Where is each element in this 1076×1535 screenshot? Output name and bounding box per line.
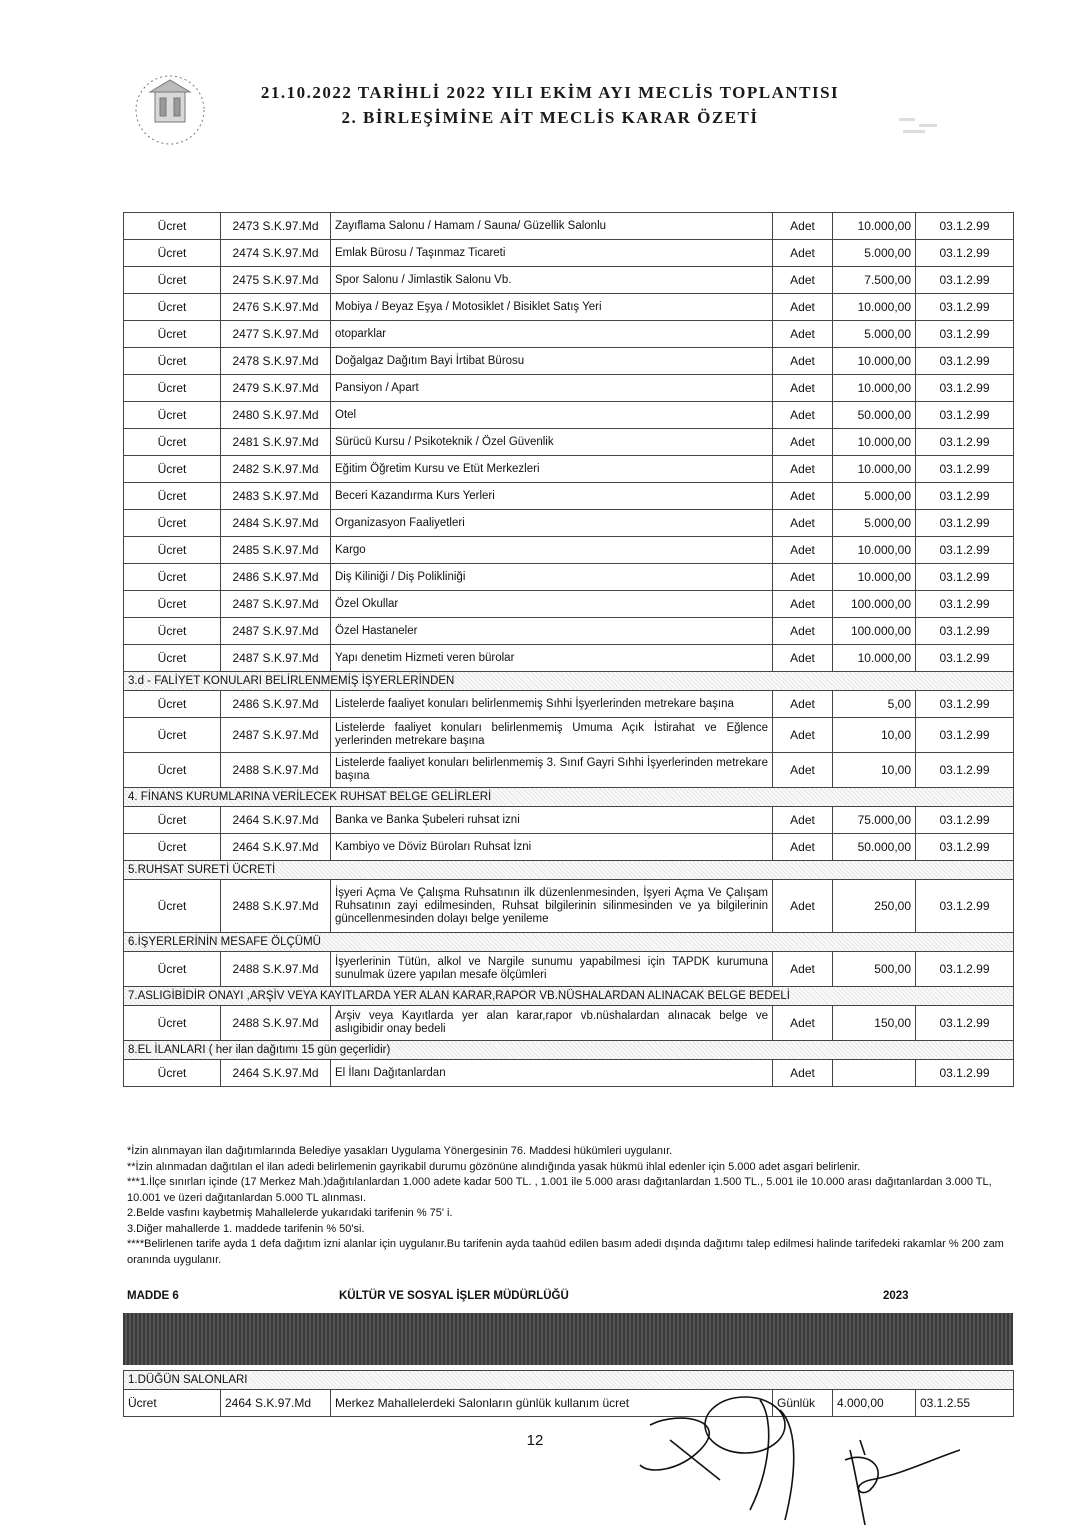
table-row	[124, 402, 1014, 429]
cell-code: 03.1.2.99	[916, 718, 1014, 753]
cell-amount: 50.000,00	[833, 402, 916, 429]
cell-type: Ücret	[124, 591, 221, 618]
section-title: 3.d - FALİYET KONULARI BELİRLENMEMİŞ İŞYERLERİNDEN	[124, 672, 1014, 691]
cell-description: otoparklar	[331, 321, 773, 348]
cell-law: 2488 S.K.97.Md	[221, 952, 331, 987]
table-row	[124, 348, 1014, 375]
table-row	[124, 952, 1014, 987]
dark-header-bar	[123, 1313, 1013, 1365]
cell-unit: Adet	[773, 1060, 833, 1087]
cell-amount: 10.000,00	[833, 213, 916, 240]
cell-code: 03.1.2.99	[916, 267, 1014, 294]
cell-unit: Adet	[773, 510, 833, 537]
section-row	[124, 788, 1014, 807]
cell-description: İşyeri Açma Ve Çalışma Ruhsatının ilk düzenlenmesinden, İşyeri Açma Ve Çalışam Ruhsatının zayi edilmesinden, Ruhsat bilgilerinin silinmesinden ve ya bilgilerinin güncellenmesinden dolayı belge yenileme	[331, 880, 773, 933]
cell-description: Organizasyon Faaliyetleri	[331, 510, 773, 537]
cell-code: 03.1.2.99	[916, 483, 1014, 510]
cell-unit: Adet	[773, 807, 833, 834]
cell-amount: 100.000,00	[833, 618, 916, 645]
cell-code: 03.1.2.99	[916, 952, 1014, 987]
cell-unit: Adet	[773, 691, 833, 718]
cell-unit: Adet	[773, 1006, 833, 1041]
cell-type: Ücret	[124, 348, 221, 375]
cell-code: 03.1.2.99	[916, 880, 1014, 933]
cell-amount: 4.000,00	[833, 1390, 916, 1417]
madde-year: 2023	[883, 1290, 909, 1302]
cell-amount: 10.000,00	[833, 375, 916, 402]
cell-amount: 5.000,00	[833, 321, 916, 348]
title-line-2: 2. BİRLEŞİMİNE AİT MECLİS KARAR ÖZETİ	[341, 108, 759, 127]
cell-description: Kambiyo ve Döviz Büroları Ruhsat İzni	[331, 834, 773, 861]
table-row	[124, 213, 1014, 240]
cell-type: Ücret	[124, 456, 221, 483]
cell-type: Ücret	[124, 1060, 221, 1087]
cell-law: 2485 S.K.97.Md	[221, 537, 331, 564]
cell-unit: Günlük	[773, 1390, 833, 1417]
cell-description: Yapı denetim Hizmeti veren bürolar	[331, 645, 773, 672]
cell-law: 2464 S.K.97.Md	[221, 807, 331, 834]
cell-code: 03.1.2.99	[916, 537, 1014, 564]
table-row	[124, 537, 1014, 564]
cell-code: 03.1.2.99	[916, 691, 1014, 718]
table-row	[124, 564, 1014, 591]
cell-law: 2480 S.K.97.Md	[221, 402, 331, 429]
cell-description: Beceri Kazandırma Kurs Yerleri	[331, 483, 773, 510]
cell-type: Ücret	[124, 483, 221, 510]
cell-law: 2478 S.K.97.Md	[221, 348, 331, 375]
section-row	[124, 672, 1014, 691]
mudurluk-name: KÜLTÜR VE SOSYAL İŞLER MÜDÜRLÜĞÜ	[339, 1290, 569, 1302]
cell-code: 03.1.2.99	[916, 429, 1014, 456]
cell-law: 2484 S.K.97.Md	[221, 510, 331, 537]
cell-type: Ücret	[124, 564, 221, 591]
note: *İzin alınmayan ilan dağıtımlarında Belediye yasakları Uygulama Yönergesinin 76. Maddesi hükümleri uygulanır.	[127, 1145, 673, 1157]
cell-unit: Adet	[773, 718, 833, 753]
cell-law: 2483 S.K.97.Md	[221, 483, 331, 510]
cell-unit: Adet	[773, 834, 833, 861]
cell-amount: 10.000,00	[833, 429, 916, 456]
cell-law: 2464 S.K.97.Md	[221, 834, 331, 861]
cell-code: 03.1.2.55	[916, 1390, 1014, 1417]
cell-unit: Adet	[773, 483, 833, 510]
cell-law: 2488 S.K.97.Md	[221, 1006, 331, 1041]
cell-code: 03.1.2.99	[916, 375, 1014, 402]
cell-type: Ücret	[124, 880, 221, 933]
cell-amount: 10,00	[833, 753, 916, 788]
cell-description: Zayıflama Salonu / Hamam / Sauna/ Güzellik Salonlu	[331, 213, 773, 240]
cell-unit: Adet	[773, 402, 833, 429]
cell-law: 2487 S.K.97.Md	[221, 591, 331, 618]
madde-header	[123, 1286, 1013, 1308]
cell-amount: 5,00	[833, 691, 916, 718]
cell-description: Özel Hastaneler	[331, 618, 773, 645]
cell-amount: 10.000,00	[833, 645, 916, 672]
cell-description: Doğalgaz Dağıtım Bayi İrtibat Bürosu	[331, 348, 773, 375]
cell-type: Ücret	[124, 691, 221, 718]
municipality-logo	[120, 70, 220, 150]
section-title: 8.EL İLANLARI ( her ilan dağıtımı 15 gün geçerlidir)	[124, 1041, 1014, 1060]
cell-unit: Adet	[773, 321, 833, 348]
table-row	[124, 483, 1014, 510]
cell-unit: Adet	[773, 537, 833, 564]
cell-law: 2487 S.K.97.Md	[221, 718, 331, 753]
cell-amount: 10.000,00	[833, 537, 916, 564]
cell-law: 2464 S.K.97.Md	[221, 1390, 331, 1417]
faded-stamp	[895, 112, 945, 140]
table-row	[124, 1006, 1014, 1041]
cell-type: Ücret	[124, 718, 221, 753]
cell-unit: Adet	[773, 880, 833, 933]
document-title	[240, 80, 860, 130]
section-row	[124, 933, 1014, 952]
cell-law: 2487 S.K.97.Md	[221, 645, 331, 672]
cell-law: 2487 S.K.97.Md	[221, 618, 331, 645]
cell-type: Ücret	[124, 1006, 221, 1041]
cell-code: 03.1.2.99	[916, 645, 1014, 672]
section-title: 5.RUHSAT SURETİ ÜCRETİ	[124, 861, 1014, 880]
cell-amount: 50.000,00	[833, 834, 916, 861]
cell-amount	[833, 1060, 916, 1087]
table-row	[124, 456, 1014, 483]
cell-unit: Adet	[773, 456, 833, 483]
fee-table	[123, 212, 1014, 1087]
cell-type: Ücret	[124, 952, 221, 987]
note: 3.Diğer mahallerde 1. maddede tarifenin % 50'si.	[127, 1222, 365, 1235]
cell-description: Mobiya / Beyaz Eşya / Motosiklet / Bisiklet Satış Yeri	[331, 294, 773, 321]
cell-unit: Adet	[773, 429, 833, 456]
cell-law: 2476 S.K.97.Md	[221, 294, 331, 321]
cell-type: Ücret	[124, 753, 221, 788]
table-row	[124, 294, 1014, 321]
cell-description: El İlanı Dağıtanlardan	[331, 1060, 773, 1087]
madde-label: MADDE 6	[127, 1290, 179, 1302]
cell-law: 2481 S.K.97.Md	[221, 429, 331, 456]
cell-type: Ücret	[124, 537, 221, 564]
cell-description: Listelerde faaliyet konuları belirlenmemiş 3. Sınıf Gayri Sıhhi İşyerlerinden metrekare başına	[331, 753, 773, 788]
cell-type: Ücret	[124, 618, 221, 645]
table-row	[124, 240, 1014, 267]
section-row	[124, 861, 1014, 880]
cell-unit: Adet	[773, 267, 833, 294]
cell-code: 03.1.2.99	[916, 321, 1014, 348]
cell-description: Listelerde faaliyet konuları belirlenmemiş Sıhhi İşyerlerinden metrekare başına	[331, 691, 773, 718]
table-row	[124, 591, 1014, 618]
cell-amount: 75.000,00	[833, 807, 916, 834]
cell-code: 03.1.2.99	[916, 1060, 1014, 1087]
cell-description: Sürücü Kursu / Psikoteknik / Özel Güvenlik	[331, 429, 773, 456]
table-row	[124, 429, 1014, 456]
table-row	[124, 880, 1014, 933]
cell-code: 03.1.2.99	[916, 456, 1014, 483]
cell-law: 2486 S.K.97.Md	[221, 564, 331, 591]
section-row	[124, 987, 1014, 1006]
cell-law: 2464 S.K.97.Md	[221, 1060, 331, 1087]
note: **İzin alınmadan dağıtılan el ilan adedi belirlemenin gayrikabil durumu gözönüne alındığında yasak hükmü ihlal edenler için 5.000 adet asgari belirlenir.	[127, 1160, 861, 1173]
section-title: 7.ASLIGİBİDİR ONAYI ,ARŞİV VEYA KAYITLARDA YER ALAN KARAR,RAPOR VB.NÜSHALARDAN ALINACAK BELGE BEDELİ	[124, 987, 1014, 1006]
cell-law: 2475 S.K.97.Md	[221, 267, 331, 294]
cell-type: Ücret	[124, 294, 221, 321]
cell-code: 03.1.2.99	[916, 213, 1014, 240]
cell-amount: 100.000,00	[833, 591, 916, 618]
section-title: 6.İŞYERLERİNİN MESAFE ÖLÇÜMÜ	[124, 933, 1014, 952]
cell-type: Ücret	[124, 645, 221, 672]
cell-description: Otel	[331, 402, 773, 429]
note: ****Belirlenen tarife ayda 1 defa dağıtım izni alanlar için uygulanır.Bu tarifenin ayda taahüd edilen basım adedi dışında dağıtımı talep edilmesi halinde tarifedeki rakamlar % 200 zam oranında uygulanır.	[127, 1238, 1004, 1266]
cell-amount: 10.000,00	[833, 564, 916, 591]
cell-unit: Adet	[773, 348, 833, 375]
section-row	[124, 1041, 1014, 1060]
cell-law: 2482 S.K.97.Md	[221, 456, 331, 483]
cell-amount: 10.000,00	[833, 456, 916, 483]
cell-unit: Adet	[773, 213, 833, 240]
cell-type: Ücret	[124, 267, 221, 294]
cell-type: Ücret	[124, 402, 221, 429]
cell-law: 2486 S.K.97.Md	[221, 691, 331, 718]
cell-type: Ücret	[124, 429, 221, 456]
table-row	[124, 718, 1014, 753]
cell-code: 03.1.2.99	[916, 753, 1014, 788]
cell-amount: 5.000,00	[833, 510, 916, 537]
cell-law: 2488 S.K.97.Md	[221, 880, 331, 933]
cell-type: Ücret	[124, 321, 221, 348]
note: 2.Belde vasfını kaybetmiş Mahallelerde yukarıdaki tarifenin % 75' i.	[127, 1207, 453, 1219]
table-row	[124, 1060, 1014, 1087]
cell-description: Banka ve Banka Şubeleri ruhsat izni	[331, 807, 773, 834]
cell-amount: 250,00	[833, 880, 916, 933]
cell-amount: 150,00	[833, 1006, 916, 1041]
cell-code: 03.1.2.99	[916, 807, 1014, 834]
cell-type: Ücret	[124, 510, 221, 537]
cell-unit: Adet	[773, 240, 833, 267]
section-title: 1.DÜĞÜN SALONLARI	[124, 1371, 1014, 1390]
cell-unit: Adet	[773, 294, 833, 321]
cell-code: 03.1.2.99	[916, 618, 1014, 645]
footnotes	[127, 1144, 1007, 1268]
cell-amount: 10.000,00	[833, 294, 916, 321]
cell-unit: Adet	[773, 645, 833, 672]
cell-description: Eğitim Öğretim Kursu ve Etüt Merkezleri	[331, 456, 773, 483]
cell-code: 03.1.2.99	[916, 834, 1014, 861]
signatures	[610, 1380, 970, 1530]
cell-amount: 7.500,00	[833, 267, 916, 294]
cell-code: 03.1.2.99	[916, 1006, 1014, 1041]
cell-law: 2473 S.K.97.Md	[221, 213, 331, 240]
table-row	[124, 834, 1014, 861]
cell-law: 2474 S.K.97.Md	[221, 240, 331, 267]
cell-law: 2479 S.K.97.Md	[221, 375, 331, 402]
table-row	[124, 375, 1014, 402]
cell-type: Ücret	[124, 1390, 221, 1417]
title-line-1: 21.10.2022 TARİHLİ 2022 YILI EKİM AYI MECLİS TOPLANTISI	[260, 83, 840, 102]
cell-code: 03.1.2.99	[916, 240, 1014, 267]
cell-amount: 500,00	[833, 952, 916, 987]
cell-unit: Adet	[773, 564, 833, 591]
cell-type: Ücret	[124, 375, 221, 402]
cell-description: Emlak Bürosu / Taşınmaz Ticareti	[331, 240, 773, 267]
cell-code: 03.1.2.99	[916, 294, 1014, 321]
table-row	[124, 753, 1014, 788]
cell-description: Arşiv veya Kayıtlarda yer alan karar,rapor vb.nüshalardan alınacak belge ve aslıgibidir onay bedeli	[331, 1006, 773, 1041]
table-row	[124, 321, 1014, 348]
section-title: 4. FİNANS KURUMLARINA VERİLECEK RUHSAT BELGE GELİRLERİ	[124, 788, 1014, 807]
cell-code: 03.1.2.99	[916, 510, 1014, 537]
table-row	[124, 645, 1014, 672]
table-row	[124, 510, 1014, 537]
cell-unit: Adet	[773, 753, 833, 788]
cell-amount: 5.000,00	[833, 240, 916, 267]
cell-code: 03.1.2.99	[916, 348, 1014, 375]
cell-description: Diş Kiliniği / Diş Polikliniği	[331, 564, 773, 591]
cell-description: İşyerlerinin Tütün, alkol ve Nargile sunumu yapabilmesi için TAPDK kurumuna sunulmak üzere yapılan mesafe ölçümleri	[331, 952, 773, 987]
cell-law: 2488 S.K.97.Md	[221, 753, 331, 788]
cell-description: Özel Okullar	[331, 591, 773, 618]
cell-amount: 10,00	[833, 718, 916, 753]
cell-unit: Adet	[773, 618, 833, 645]
cell-description: Pansiyon / Apart	[331, 375, 773, 402]
cell-type: Ücret	[124, 834, 221, 861]
page-number: 12	[526, 1432, 544, 1449]
cell-description: Listelerde faaliyet konuları belirlenmemiş Umuma Açık İstirahat ve Eğlence yerlerinden metrekare başına	[331, 718, 773, 753]
cell-unit: Adet	[773, 591, 833, 618]
cell-type: Ücret	[124, 213, 221, 240]
cell-unit: Adet	[773, 375, 833, 402]
cell-description: Kargo	[331, 537, 773, 564]
table-row	[124, 691, 1014, 718]
cell-code: 03.1.2.99	[916, 402, 1014, 429]
cell-unit: Adet	[773, 952, 833, 987]
cell-description: Merkez Mahallelerdeki Salonların günlük kullanım ücret	[331, 1390, 773, 1417]
cell-type: Ücret	[124, 240, 221, 267]
cell-amount: 5.000,00	[833, 483, 916, 510]
cell-description: Spor Salonu / Jimlastik Salonu Vb.	[331, 267, 773, 294]
cell-type: Ücret	[124, 807, 221, 834]
note: ***1.İlçe sınırları içinde (17 Merkez Mah.)dağıtılanlardan 1.000 adete kadar 500 TL. , 1.001 ile 5.000 arası dağıtanlardan 1.500 TL., 5.001 ile 10.000 arası dağıtanlardan 3.000 TL, 10.001 ve üzeri dağıtanlardan 5.000 TL alınması.	[127, 1176, 992, 1204]
table-row	[124, 267, 1014, 294]
cell-code: 03.1.2.99	[916, 564, 1014, 591]
cell-law: 2477 S.K.97.Md	[221, 321, 331, 348]
table-row	[124, 618, 1014, 645]
table-row	[124, 807, 1014, 834]
cell-code: 03.1.2.99	[916, 591, 1014, 618]
cell-amount: 10.000,00	[833, 348, 916, 375]
